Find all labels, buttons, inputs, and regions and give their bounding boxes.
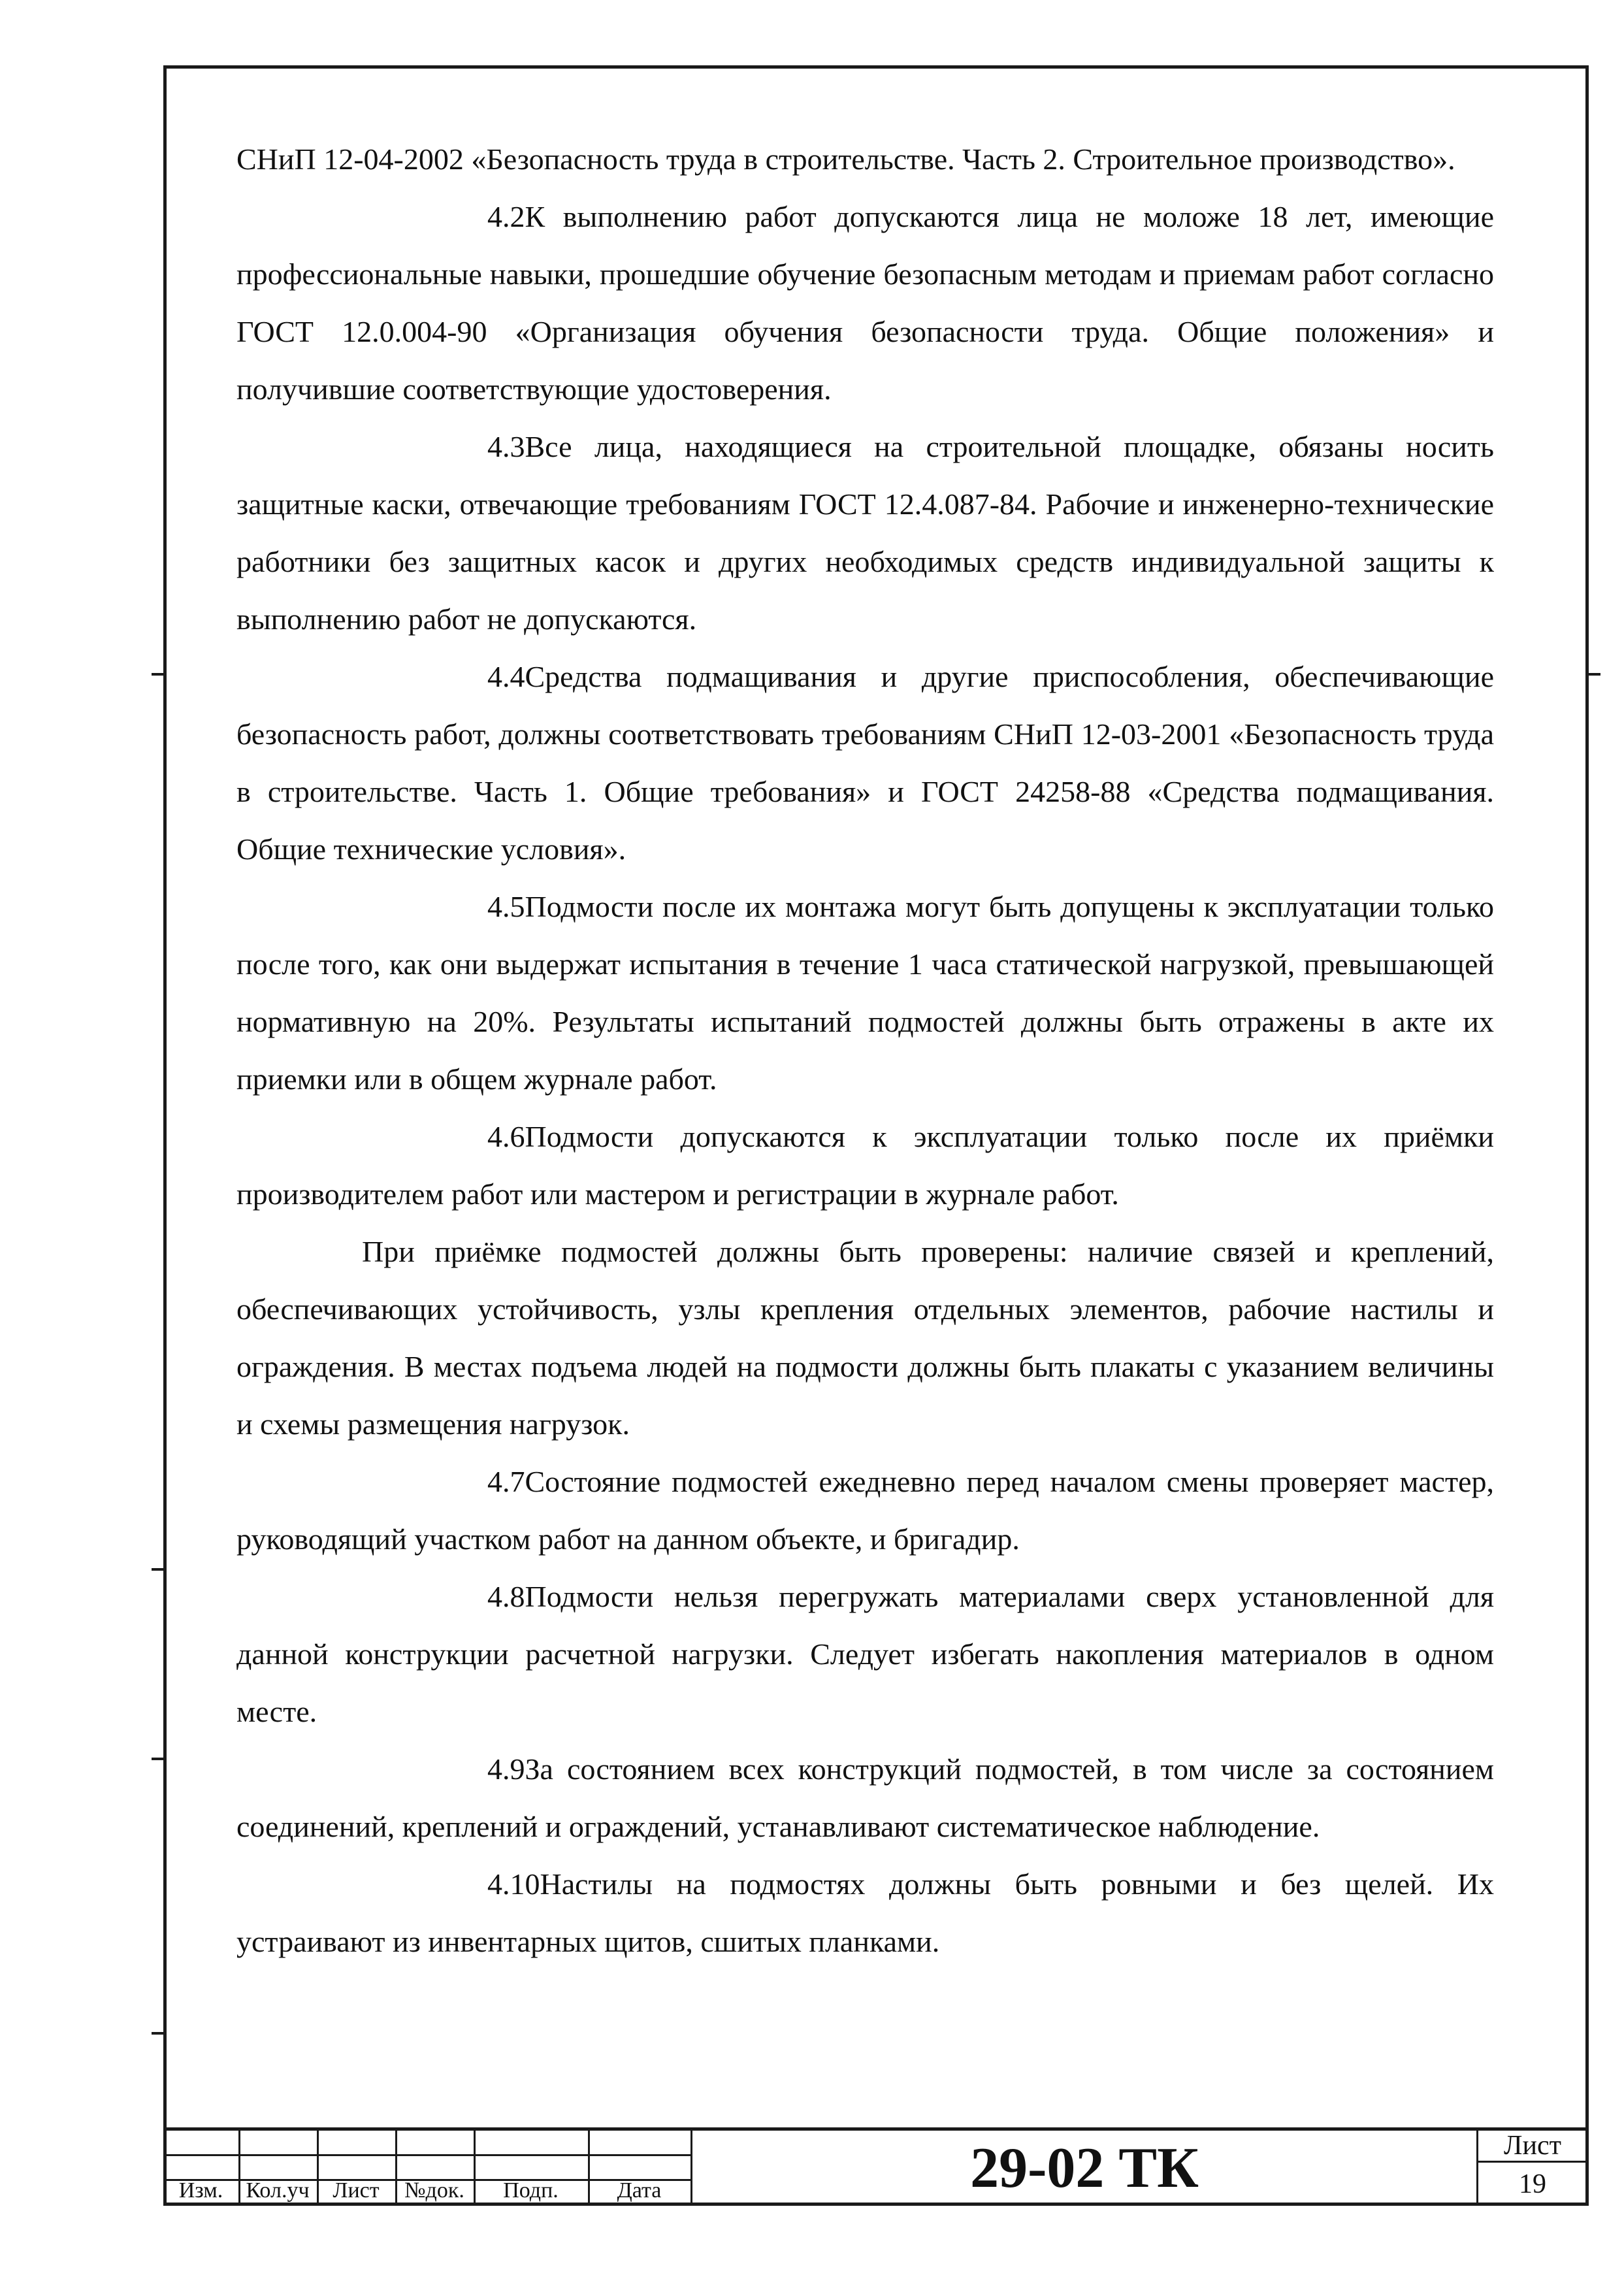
paragraph [236,418,1494,648]
col-ndok [395,2131,476,2206]
margin-tick [152,673,166,676]
paragraph [236,188,1494,418]
paragraph-text: Подмости после их монтажа могут быть допущены к эксплуатации только после того, как они выдержат испытания в течение 1 часа статической нагрузкой, превышающей нормативную на 20%. Результаты испытаний подмостей должны быть отражены в акте их приемки или в общем журнале работ. [236,890,1494,1096]
document-code: 29-02 ТК [692,2131,1478,2206]
paragraph-number: 4.2 [487,200,525,233]
paragraph-number: 4.5 [487,890,525,923]
col-label-ndok: №док. [404,2178,464,2203]
document-body [236,131,1494,1971]
paragraph-text: Настилы на подмостях должны быть ровными и без щелей. Их устраивают из инвентарных щитов, сшитых планками. [236,1867,1494,1958]
paragraph [236,1453,1494,1568]
col-kolvo [238,2131,319,2206]
paragraph-number: 4.8 [487,1580,525,1613]
col-label-podp: Подп. [503,2178,559,2203]
paragraph [236,648,1494,878]
paragraph-number: 4.7 [487,1465,525,1498]
paragraph-text: Состояние подмостей ежедневно перед началом смены проверяет мастер, руководящий участком работ на данном объекте, и бригадир. [236,1465,1494,1556]
col-label-kolvo: Кол.уч [246,2178,310,2203]
sheet-box [1476,2131,1589,2206]
revision-table [163,2131,692,2206]
paragraph-number: 4.3 [487,430,525,463]
title-block [163,2127,1589,2206]
paragraph [236,1568,1494,1741]
paragraph [236,1856,1494,1971]
margin-tick [1586,673,1600,676]
paragraph [236,878,1494,1108]
paragraph-text: СНиП 12-04-2002 «Безопасность труда в строительстве. Часть 2. Строительное производство». [236,142,1455,176]
paragraph-number: 4.9 [487,1752,525,1786]
paragraph-text: За состоянием всех конструкций подмостей, в том числе за состоянием соединений, креплений и ограждений, устанавливают систематическое наблюдение. [236,1752,1494,1843]
paragraph-text: Средства подмащивания и другие приспособления, обеспечивающие безопасность работ, должны соответствовать требованиям СНиП 12-03-2001 «Безопасность труда в строительстве. Часть 1. Общие требования» и ГОСТ 24258-88 «Средства подмащивания. Общие технические условия». [236,660,1494,866]
paragraph [236,1741,1494,1856]
paragraph-text: Все лица, находящиеся на строительной площадке, обязаны носить защитные каски, отвечающие требованиям ГОСТ 12.4.087-84. Рабочие и инженерно-технические работники без защитных касок и других необходимых средств индивидуальной защиты к выполнению работ не допускаются. [236,430,1494,636]
paragraph-text: Подмости нельзя перегружать материалами сверх установленной для данной конструкции расчетной нагрузки. Следует избегать накопления материалов в одном месте. [236,1580,1494,1728]
col-label-data: Дата [617,2178,662,2203]
paragraph [236,1108,1494,1223]
paragraph-text: Подмости допускаются к эксплуатации только после их приёмки производителем работ или мастером и регистрации в журнале работ. [236,1120,1494,1211]
sheet-label: Лист [1476,2131,1589,2163]
paragraph-number: 4.4 [487,660,525,693]
paragraph [236,1223,1494,1453]
margin-tick [152,2032,166,2035]
col-label-izm: Изм. [178,2178,223,2203]
col-podp [474,2131,590,2206]
sheet-number: 19 [1519,2169,1546,2199]
col-izm [163,2131,240,2206]
paragraph-number: 4.10 [487,1867,540,1901]
margin-tick [152,1758,166,1760]
col-list [317,2131,397,2206]
paragraph-text: К выполнению работ допускаются лица не моложе 18 лет, имеющие профессиональные навыки, прошедшие обучение безопасным методам и приемам работ согласно ГОСТ 12.0.004-90 «Организация обучения безопасности труда. Общие положения» и получившие соответствующие удостоверения. [236,200,1494,406]
paragraph [236,131,1494,188]
paragraph-text: При приёмке подмостей должны быть проверены: наличие связей и креплений, обеспечивающих устойчивость, узлы крепления отдельных элементов, рабочие настилы и ограждения. В местах подъема людей на подмости должны быть плакаты с указанием величины и схемы размещения нагрузок. [236,1235,1494,1441]
paragraph-number: 4.6 [487,1120,525,1153]
col-data [588,2131,692,2206]
col-label-list: Лист [333,2178,380,2203]
margin-tick [152,1568,166,1571]
